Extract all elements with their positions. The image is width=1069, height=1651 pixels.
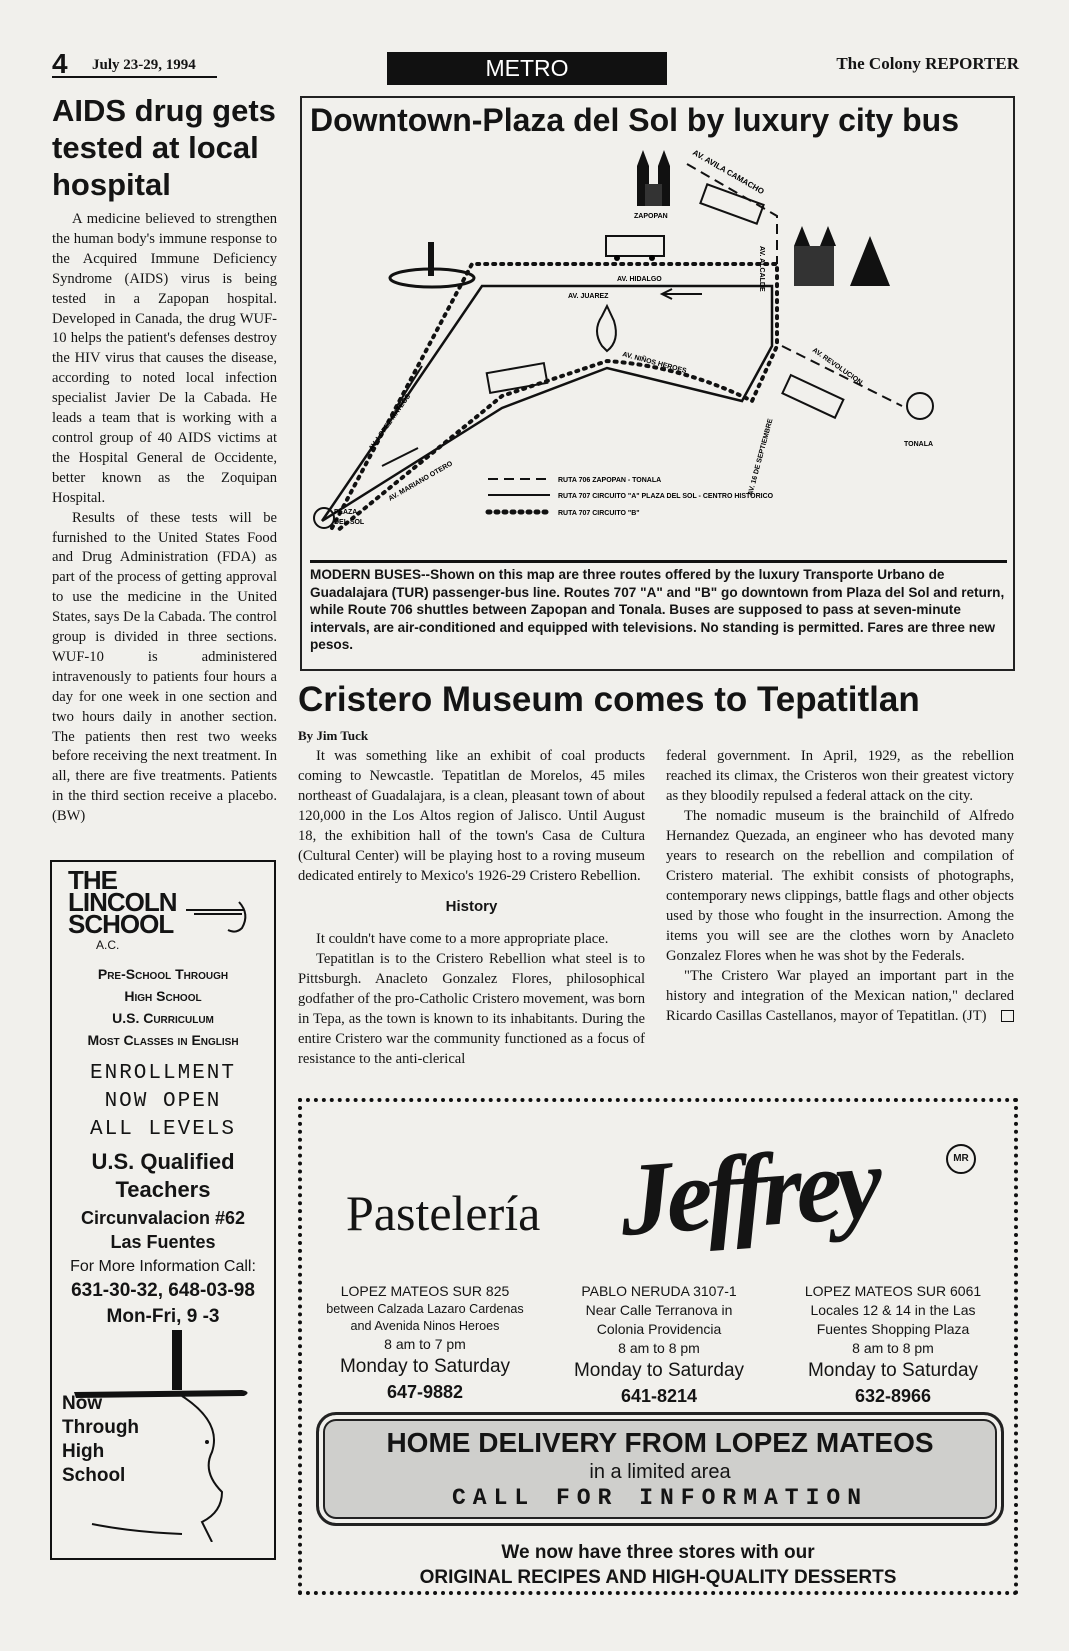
home-delivery-banner xyxy=(316,1412,1004,1526)
label-zapopan: ZAPOPAN xyxy=(634,213,668,220)
bus-route-map-box xyxy=(300,96,1015,671)
newspaper-name: The Colony REPORTER xyxy=(836,54,1019,73)
label-del-sol: DEL SOL xyxy=(334,519,365,526)
caption-rule xyxy=(310,560,1007,563)
store-hours: 8 am to 8 pm xyxy=(618,1340,700,1356)
label-lopez-mateos: AV. LOPEZ MATEOS xyxy=(367,393,413,453)
school-phones: 631-30-32, 648-03-98 xyxy=(71,1280,255,1301)
school-hours: Mon-Fri, 9 -3 xyxy=(106,1306,220,1327)
cristero-paragraph: federal government. In April, 1929, as the rebellion reached its climax, the Cristeros won their greatest victory as they bloodily repulsed a federal attack on the city. xyxy=(666,748,1014,804)
aids-paragraph: Results of these tests will be furnished to the United States Food and Drug Administration (FDA) as part of the process of getting approval to use the medicine in the United States, says De la Cabada. The control group is divided in three sections. WUF-10 is administered intravenously to patients four hours a day for one week in one section and two hours daily in another section. The patients then rest two weeks before receiving the next treatment. In all, there are five treatments. Patients in the third section receive a placebo. (BW) xyxy=(52,509,277,825)
legend-707b: RUTA 707 CIRCUITO "B" xyxy=(558,510,640,517)
delivery-headline: HOME DELIVERY FROM LOPEZ MATEOS xyxy=(386,1427,934,1458)
monument-icon xyxy=(428,242,434,276)
zapopan-basilica-icon xyxy=(637,150,670,206)
aids-headline: AIDS drug gets tested at local hospital xyxy=(52,93,276,202)
cristero-column-2 xyxy=(666,746,1014,1026)
logo-suffix: A.C. xyxy=(96,938,120,952)
label-revolucion: AV. REVOLUCION xyxy=(810,346,864,387)
store-address: PABLO NERUDA 3107-1 xyxy=(581,1283,737,1299)
cathedral-icon xyxy=(794,226,890,286)
now-through-line: Now xyxy=(62,1393,103,1414)
now-through-line: High xyxy=(62,1441,105,1462)
store-block xyxy=(310,1282,540,1405)
aids-paragraph: A medicine believed to strengthen the human body's immune response to the Acquired Immune Deficiency Syndrome (AIDS) virus is being tested in a Zapopan hospital. Developed in Canada, the drug WUF-10 helps the patient's defenses destroy the HIV virus that causes the disease, according to noted local infection specialist Javier De la Cabada. He leads a team that is working with a control group of 40 AIDS victims at the Hospital General de Occidente, better known as the Zoquipan Hospital. xyxy=(52,211,277,506)
store-address: LOPEZ MATEOS SUR 825 xyxy=(340,1283,510,1299)
enrollment-line: ALL LEVELS xyxy=(89,1118,237,1141)
store-phone: 641-8214 xyxy=(620,1386,698,1406)
now-through-line: School xyxy=(62,1465,126,1486)
school-address: Circunvalacion #62 xyxy=(80,1208,246,1228)
store-hours: 8 am to 7 pm xyxy=(384,1336,466,1352)
cristero-paragraph: Tepatitlan is to the Cristero Rebellion what steel is to Pittsburgh. Anacleto Gonzalez Flores, philosophical godfather of the pro-Catholic Cristero movement, was born in Tepa, as the town is known to its inhabitants. During the entire Cristero war the community functioned as a focus of resistance to the anti-clerical xyxy=(298,951,645,1067)
store-detail: Near Calle Terranova in xyxy=(585,1302,733,1318)
jeffrey-logo: Jeffrey xyxy=(616,1125,881,1258)
section-banner: METRO xyxy=(387,52,667,85)
label-tonala: TONALA xyxy=(904,441,934,448)
bus-icon xyxy=(487,363,548,393)
registered-mark: MR xyxy=(946,1144,976,1174)
store-detail: Locales 12 & 14 in the Las xyxy=(810,1302,976,1318)
logo-word-school: SCHOOL xyxy=(68,909,174,939)
bus-icon xyxy=(782,375,843,418)
store-phone: 632-8966 xyxy=(854,1386,932,1406)
store-detail: Colonia Providencia xyxy=(596,1321,722,1337)
cristero-closing-text: "The Cristero War played an important part in the history and integration of the Mexican nation," declared Ricardo Casillas Castellanos, mayor of Tepatitlan. (JT) xyxy=(666,968,1014,1024)
legend-706: RUTA 706 ZAPOPAN - TONALA xyxy=(558,477,662,484)
tonala-sun-icon xyxy=(907,393,933,419)
qualified-line: Teachers xyxy=(115,1177,211,1202)
label-juarez: AV. JUAREZ xyxy=(568,293,609,300)
aids-article-body xyxy=(52,210,277,827)
page-number: 4 xyxy=(52,48,68,79)
masthead-rule xyxy=(52,76,217,78)
cristero-paragraph xyxy=(666,966,1014,1026)
logo-swash-icon xyxy=(184,898,254,938)
store-days: Monday to Saturday xyxy=(339,1356,511,1377)
store-days: Monday to Saturday xyxy=(807,1360,979,1381)
store-days: Monday to Saturday xyxy=(573,1360,745,1381)
cristero-column-1 xyxy=(298,746,645,1069)
pasteleria-word: Pastelería xyxy=(346,1185,541,1241)
statue-icon xyxy=(597,306,616,351)
store-block xyxy=(544,1282,774,1409)
store-phone: 647-9882 xyxy=(386,1382,464,1402)
enrollment-line: ENROLLMENT xyxy=(89,1062,237,1085)
label-mariano-otero: AV. MARIANO OTERO xyxy=(387,460,454,503)
levels-line: Pre-School Through xyxy=(97,966,229,982)
byline: By Jim Tuck xyxy=(298,728,369,743)
logo-word-the: THE xyxy=(68,865,117,895)
label-alcalde: AV. ALCALDE xyxy=(758,246,765,292)
label-plaza: PLAZA xyxy=(334,509,358,516)
store-detail: Fuentes Shopping Plaza xyxy=(816,1321,970,1337)
store-block xyxy=(778,1282,1008,1409)
footer-line: We now have three stores with our xyxy=(501,1542,815,1563)
arrow-icon xyxy=(662,289,702,299)
info-label: For More Information Call: xyxy=(70,1258,256,1275)
levels-line: High School xyxy=(124,988,202,1004)
map-title: Downtown-Plaza del Sol by luxury city bus xyxy=(310,102,959,138)
map-caption: MODERN BUSES--Shown on this map are three routes offered by the luxury Transporte Urbano de Guadalajara (TUR) passenger-bus line. Routes 707 "A" and "B" go downtown from Plaza del Sol and return, while Route 706 shuttles between Zapopan and Tonala. Buses are supposed to pass at seven-minute intervals, are air-conditioned and equipped with televisions. No standing is permitted. Fares are three new pesos. xyxy=(310,567,1005,653)
school-address: Las Fuentes xyxy=(110,1232,216,1252)
delivery-call: CALL FOR INFORMATION xyxy=(451,1485,869,1511)
store-hours: 8 am to 8 pm xyxy=(852,1340,934,1356)
levels-line: Most Classes in English xyxy=(87,1032,239,1048)
end-mark-icon xyxy=(1001,1010,1014,1022)
cristero-headline: Cristero Museum comes to Tepatitlan xyxy=(298,680,920,719)
qualified-line: U.S. Qualified xyxy=(91,1149,235,1174)
store-detail: between Calzada Lazaro Cardenas xyxy=(326,1302,524,1316)
bus-icon xyxy=(606,236,664,261)
delivery-area: in a limited area xyxy=(589,1461,731,1483)
cristero-paragraph: The nomadic museum is the brainchild of Alfredo Hernandez Quezada, an engineer who has devoted many years to research on the rebellion and compilation of Cristero material. The exhibit consists of photographs, contemporary news clippings, battle flags and other objects used by those who fought in the insurrection. Among the items you will see are the clothes worn by Anacleto Gonzalez Flores when he was shot by the Federals. xyxy=(666,808,1014,964)
footer-line: ORIGINAL RECIPES AND HIGH-QUALITY DESSERTS xyxy=(419,1567,897,1588)
label-16-septiembre: AV. 16 DE SEPTIEMBRE xyxy=(747,418,775,497)
issue-date: July 23-29, 1994 xyxy=(92,57,196,73)
store-detail: and Avenida Ninos Heroes xyxy=(350,1319,500,1333)
now-through-line: Through xyxy=(62,1417,140,1438)
enrollment-line: NOW OPEN xyxy=(104,1090,222,1113)
label-ninos-heroes: AV. NIÑOS HEROES xyxy=(621,351,688,376)
legend-707a: RUTA 707 CIRCUITO "A" PLAZA DEL SOL - CENTRO HISTORICO xyxy=(558,493,774,500)
lincoln-school-ad xyxy=(50,860,276,1560)
label-hidalgo: AV. HIDALGO xyxy=(617,276,662,283)
label-avila-camacho: AV. AVILA CAMACHO xyxy=(691,147,766,197)
pasteleria-jeffrey-ad xyxy=(298,1098,1018,1595)
store-address: LOPEZ MATEOS SUR 6061 xyxy=(804,1283,982,1299)
levels-line: U.S. Curriculum xyxy=(112,1010,214,1026)
cristero-paragraph: It couldn't have come to a more appropriate place. xyxy=(316,931,609,947)
cristero-paragraph: It was something like an exhibit of coal products coming to Newcastle. Tepatitlan de Morelos, 45 miles northeast of Guadalajara, is a clean, pleasant town of about 120,000 in the Los Altos region of Jalisco. Until August 18, the exhibition hall of the town's Casa de Cultura (Cultural Center) will be playing host to a roving museum dedicated entirely to Mexico's 1926-29 Cristero Rebellion. xyxy=(298,748,645,884)
history-subhead: History xyxy=(445,898,498,915)
logo-word-lincoln: LINCOLN xyxy=(68,887,177,917)
